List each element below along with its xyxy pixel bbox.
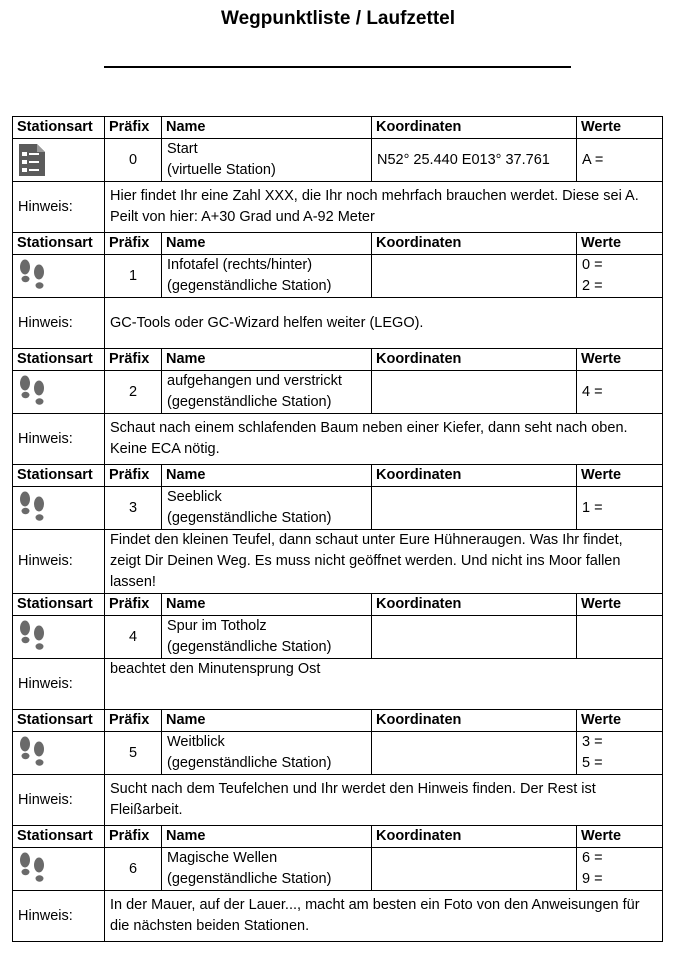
footprints-icon	[17, 375, 100, 409]
station-name	[162, 616, 372, 659]
station-value-1: A =	[582, 151, 604, 168]
station-row	[13, 139, 663, 182]
station-name	[162, 255, 372, 298]
station-value-1: 3 =	[582, 734, 603, 750]
station-row	[13, 732, 663, 775]
hint-text: Findet den kleinen Teufel, dann schaut unter Eure Hühneraugen. Was Ihr findet, zeigt Dir Deinen Weg. Es muss nicht geöffnet werden. Und nicht ins Moor fallen lassen!	[105, 530, 663, 594]
header-row	[13, 594, 663, 616]
station-type-cell	[13, 487, 105, 530]
hint-text: GC-Tools oder GC-Wizard helfen weiter (LEGO).	[105, 298, 663, 349]
header-name: Name	[162, 826, 372, 848]
hint-row	[13, 775, 663, 826]
hint-text: Sucht nach dem Teufelchen und Ihr werdet den Hinweis finden. Der Rest ist Fleißarbeit.	[105, 775, 663, 826]
header-koordinaten: Koordinaten	[372, 594, 577, 616]
hint-text: Hier findet Ihr eine Zahl XXX, die Ihr noch mehrfach brauchen werdet. Diese sei A. Peilt von hier: A+30 Grad und A-92 Meter	[105, 182, 663, 233]
station-name	[162, 848, 372, 891]
header-werte: Werte	[577, 465, 663, 487]
footprints-icon	[17, 259, 100, 293]
header-row	[13, 117, 663, 139]
header-row	[13, 233, 663, 255]
station-values	[577, 732, 663, 775]
footprints-icon	[17, 736, 100, 770]
station-value-2: 9 =	[582, 871, 603, 887]
station-values	[577, 139, 663, 182]
station-name-line2: (virtuelle Station)	[167, 162, 276, 178]
station-prefix: 5	[105, 732, 162, 775]
station-coordinates	[372, 616, 577, 659]
hint-row	[13, 182, 663, 233]
header-praefix: Präfix	[105, 233, 162, 255]
header-werte: Werte	[577, 349, 663, 371]
station-name-line1: Magische Wellen	[167, 850, 278, 866]
footprints-icon	[17, 491, 100, 525]
hint-text: beachtet den Minutensprung Ost	[105, 659, 663, 710]
header-werte: Werte	[577, 826, 663, 848]
station-name-line2: (gegenständliche Station)	[167, 394, 332, 410]
hint-label: Hinweis:	[13, 775, 105, 826]
station-name-line2: (gegenständliche Station)	[167, 510, 332, 526]
header-koordinaten: Koordinaten	[372, 233, 577, 255]
header-koordinaten: Koordinaten	[372, 117, 577, 139]
checklist-icon	[17, 143, 100, 177]
page-title: Wegpunktliste / Laufzettel	[220, 8, 455, 29]
header-praefix: Präfix	[105, 710, 162, 732]
hint-row	[13, 298, 663, 349]
hint-row	[13, 414, 663, 465]
station-name	[162, 139, 372, 182]
station-name-line1: Weitblick	[167, 734, 225, 750]
header-koordinaten: Koordinaten	[372, 710, 577, 732]
waypoint-table	[12, 116, 663, 942]
header-praefix: Präfix	[105, 465, 162, 487]
station-value-1: 6 =	[582, 850, 603, 866]
station-prefix: 2	[105, 371, 162, 414]
header-koordinaten: Koordinaten	[372, 465, 577, 487]
station-prefix: 0	[105, 139, 162, 182]
header-werte: Werte	[577, 710, 663, 732]
station-type-cell	[13, 139, 105, 182]
station-coordinates	[372, 732, 577, 775]
header-werte: Werte	[577, 594, 663, 616]
title-underline	[104, 66, 571, 68]
header-stationsart: Stationsart	[13, 465, 105, 487]
station-name-line2: (gegenständliche Station)	[167, 639, 332, 655]
station-values	[577, 255, 663, 298]
header-werte: Werte	[577, 233, 663, 255]
header-name: Name	[162, 349, 372, 371]
header-row	[13, 710, 663, 732]
header-name: Name	[162, 710, 372, 732]
header-stationsart: Stationsart	[13, 233, 105, 255]
station-type-cell	[13, 255, 105, 298]
station-row	[13, 487, 663, 530]
station-values	[577, 487, 663, 530]
header-werte: Werte	[577, 117, 663, 139]
station-values	[577, 371, 663, 414]
hint-label: Hinweis:	[13, 530, 105, 594]
station-name	[162, 487, 372, 530]
hint-label: Hinweis:	[13, 182, 105, 233]
station-values	[577, 616, 663, 659]
station-row	[13, 848, 663, 891]
station-coordinates	[372, 848, 577, 891]
station-prefix: 4	[105, 616, 162, 659]
hint-row	[13, 891, 663, 942]
station-type-cell	[13, 732, 105, 775]
station-prefix: 1	[105, 255, 162, 298]
station-coordinates	[372, 371, 577, 414]
station-name-line2: (gegenständliche Station)	[167, 755, 332, 771]
station-type-cell	[13, 616, 105, 659]
header-praefix: Präfix	[105, 349, 162, 371]
station-name-line1: aufgehangen und verstrickt	[167, 373, 342, 389]
station-name-line1: Start	[167, 141, 198, 157]
station-name-line2: (gegenständliche Station)	[167, 871, 332, 887]
header-row	[13, 826, 663, 848]
hint-row	[13, 530, 663, 594]
header-praefix: Präfix	[105, 594, 162, 616]
station-name-line1: Seeblick	[167, 489, 222, 505]
header-stationsart: Stationsart	[13, 117, 105, 139]
station-value-2: 5 =	[582, 755, 603, 771]
station-value-1: 0 =	[582, 257, 603, 273]
hint-label: Hinweis:	[13, 659, 105, 710]
station-type-cell	[13, 371, 105, 414]
header-stationsart: Stationsart	[13, 594, 105, 616]
hint-label: Hinweis:	[13, 414, 105, 465]
station-row	[13, 255, 663, 298]
station-type-cell	[13, 848, 105, 891]
header-row	[13, 349, 663, 371]
station-coordinates	[372, 487, 577, 530]
hint-row	[13, 659, 663, 710]
station-prefix: 6	[105, 848, 162, 891]
header-name: Name	[162, 233, 372, 255]
station-value-2: 2 =	[582, 278, 603, 294]
footprints-icon	[17, 852, 100, 886]
hint-label: Hinweis:	[13, 298, 105, 349]
header-stationsart: Stationsart	[13, 710, 105, 732]
hint-text: In der Mauer, auf der Lauer..., macht am besten ein Foto von den Anweisungen für die nächsten beiden Stationen.	[105, 891, 663, 942]
header-koordinaten: Koordinaten	[372, 349, 577, 371]
header-praefix: Präfix	[105, 117, 162, 139]
station-name-line2: (gegenständliche Station)	[167, 278, 332, 294]
station-name	[162, 732, 372, 775]
hint-text: Schaut nach einem schlafenden Baum neben einer Kiefer, dann seht nach oben. Keine ECA nötig.	[105, 414, 663, 465]
station-name-line1: Spur im Totholz	[167, 618, 267, 634]
station-row	[13, 616, 663, 659]
station-value-1: 4 =	[582, 383, 603, 400]
header-koordinaten: Koordinaten	[372, 826, 577, 848]
station-coordinates: N52° 25.440 E013° 37.761	[372, 139, 577, 182]
station-coordinates	[372, 255, 577, 298]
station-value-1: 1 =	[582, 499, 603, 516]
header-stationsart: Stationsart	[13, 826, 105, 848]
hint-label: Hinweis:	[13, 891, 105, 942]
header-stationsart: Stationsart	[13, 349, 105, 371]
station-row	[13, 371, 663, 414]
footprints-icon	[17, 620, 100, 654]
station-name	[162, 371, 372, 414]
header-name: Name	[162, 594, 372, 616]
header-row	[13, 465, 663, 487]
station-values	[577, 848, 663, 891]
station-name-line1: Infotafel (rechts/hinter)	[167, 257, 313, 273]
header-name: Name	[162, 117, 372, 139]
station-prefix: 3	[105, 487, 162, 530]
header-name: Name	[162, 465, 372, 487]
header-praefix: Präfix	[105, 826, 162, 848]
